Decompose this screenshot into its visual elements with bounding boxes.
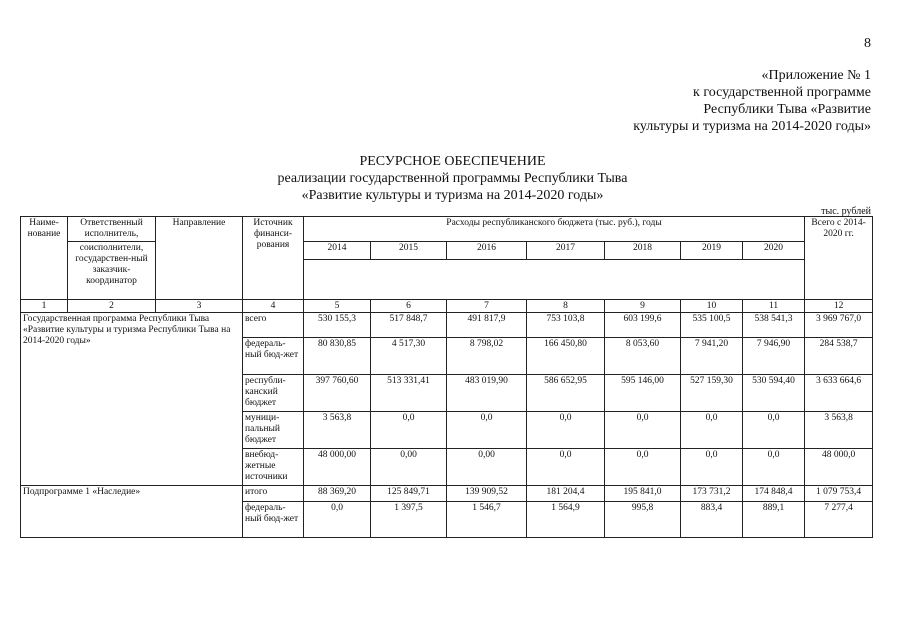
total-cell: 1 079 753,4 [805, 486, 873, 502]
total-cell: 3 969 767,0 [805, 313, 873, 338]
value-cell: 0,0 [527, 412, 605, 449]
value-cell: 195 841,0 [605, 486, 681, 502]
value-cell: 603 199,6 [605, 313, 681, 338]
value-cell: 889,1 [743, 502, 805, 538]
value-cell: 173 731,2 [681, 486, 743, 502]
column-number: 1 [21, 300, 68, 313]
column-number-row [21, 300, 873, 313]
year-cell: 2019 [681, 242, 743, 260]
value-cell: 513 331,41 [371, 375, 447, 412]
header-years-row [21, 242, 873, 260]
appendix-line: Республики Тыва «Развитие [703, 102, 871, 117]
year-cell: 2014 [304, 242, 371, 260]
source-cell: республи-канский бюджет [243, 375, 304, 412]
table-row [21, 313, 873, 338]
page-number: 8 [864, 36, 871, 51]
value-cell: 1 397,5 [371, 502, 447, 538]
title-line: «Развитие культуры и туризма на 2014-2020 годы» [301, 188, 604, 203]
value-cell: 8 053,60 [605, 338, 681, 375]
value-cell: 0,0 [605, 412, 681, 449]
value-cell: 0,0 [681, 449, 743, 486]
value-cell: 538 541,3 [743, 313, 805, 338]
appendix-line: «Приложение № 1 [761, 68, 871, 83]
value-cell: 883,4 [681, 502, 743, 538]
value-cell: 3 563,8 [304, 412, 371, 449]
column-number: 2 [68, 300, 156, 313]
value-cell: 88 369,20 [304, 486, 371, 502]
column-number: 5 [304, 300, 371, 313]
column-number: 10 [681, 300, 743, 313]
value-cell: 80 830,85 [304, 338, 371, 375]
year-cell: 2015 [371, 242, 447, 260]
subprogram-name-cell: Подпрограмме 1 «Наследие» [21, 486, 243, 538]
title-line: реализации государственной программы Республики Тыва [277, 171, 628, 186]
total-cell: 48 000,0 [805, 449, 873, 486]
header-coexecutors: соисполнители, государствен-ный заказчик-координатор [68, 242, 156, 300]
total-cell: 7 277,4 [805, 502, 873, 538]
source-cell: итого [243, 486, 304, 502]
column-number: 7 [447, 300, 527, 313]
appendix-line: культуры и туризма на 2014-2020 годы» [633, 119, 871, 134]
appendix-line: к государственной программе [693, 85, 871, 100]
total-cell: 3 563,8 [805, 412, 873, 449]
column-number: 3 [156, 300, 243, 313]
source-cell: федераль-ный бюд-жет [243, 338, 304, 375]
value-cell: 0,0 [447, 412, 527, 449]
value-cell: 1 564,9 [527, 502, 605, 538]
table-row [21, 486, 873, 502]
header-name: Наиме-нование [21, 217, 68, 300]
value-cell: 4 517,30 [371, 338, 447, 375]
value-cell: 595 146,00 [605, 375, 681, 412]
value-cell: 0,0 [527, 449, 605, 486]
value-cell: 0,0 [743, 449, 805, 486]
value-cell: 995,8 [605, 502, 681, 538]
column-number: 9 [605, 300, 681, 313]
value-cell: 0,00 [447, 449, 527, 486]
value-cell: 0,0 [304, 502, 371, 538]
value-cell: 7 941,20 [681, 338, 743, 375]
value-cell: 491 817,9 [447, 313, 527, 338]
value-cell: 8 798,02 [447, 338, 527, 375]
budget-table [20, 216, 873, 538]
source-cell: федераль-ный бюд-жет [243, 502, 304, 538]
appendix-heading [541, 67, 871, 135]
value-cell: 125 849,71 [371, 486, 447, 502]
column-number: 12 [805, 300, 873, 313]
header-direction: Направление [156, 217, 243, 300]
value-cell: 530 594,40 [743, 375, 805, 412]
column-number: 8 [527, 300, 605, 313]
value-cell: 535 100,5 [681, 313, 743, 338]
value-cell: 397 760,60 [304, 375, 371, 412]
header-blank-cell [304, 260, 805, 300]
year-cell: 2020 [743, 242, 805, 260]
source-cell: внебюд-жетные источники [243, 449, 304, 486]
value-cell: 166 450,80 [527, 338, 605, 375]
value-cell: 1 546,7 [447, 502, 527, 538]
year-cell: 2016 [447, 242, 527, 260]
program-name-cell: Государственная программа Республики Тыва «Развитие культуры и туризма Республики Тыва на 2014-2020 годы» [21, 313, 243, 486]
header-total: Всего с 2014-2020 гг. [805, 217, 873, 300]
total-cell: 3 633 664,6 [805, 375, 873, 412]
header-executor: Ответственный исполнитель, [68, 217, 156, 242]
year-cell: 2017 [527, 242, 605, 260]
value-cell: 527 159,30 [681, 375, 743, 412]
header-expenses: Расходы республиканского бюджета (тыс. руб.), годы [304, 217, 805, 242]
value-cell: 753 103,8 [527, 313, 605, 338]
value-cell: 0,0 [681, 412, 743, 449]
year-cell: 2018 [605, 242, 681, 260]
value-cell: 139 909,52 [447, 486, 527, 502]
column-number: 6 [371, 300, 447, 313]
value-cell: 530 155,3 [304, 313, 371, 338]
value-cell: 586 652,95 [527, 375, 605, 412]
value-cell: 174 848,4 [743, 486, 805, 502]
unit-label: тыс. рублей [821, 206, 871, 217]
source-cell: всего [243, 313, 304, 338]
value-cell: 0,0 [743, 412, 805, 449]
total-cell: 284 538,7 [805, 338, 873, 375]
header-row [21, 217, 873, 242]
value-cell: 0,0 [371, 412, 447, 449]
column-number: 11 [743, 300, 805, 313]
value-cell: 181 204,4 [527, 486, 605, 502]
value-cell: 483 019,90 [447, 375, 527, 412]
column-number: 4 [243, 300, 304, 313]
source-cell: муници-пальный бюджет [243, 412, 304, 449]
title-line: РЕСУРСНОЕ ОБЕСПЕЧЕНИЕ [359, 154, 546, 169]
value-cell: 48 000,00 [304, 449, 371, 486]
value-cell: 517 848,7 [371, 313, 447, 338]
header-source: Источник финанси-рования [243, 217, 304, 300]
document-title [160, 153, 745, 204]
value-cell: 0,0 [605, 449, 681, 486]
value-cell: 0,00 [371, 449, 447, 486]
value-cell: 7 946,90 [743, 338, 805, 375]
